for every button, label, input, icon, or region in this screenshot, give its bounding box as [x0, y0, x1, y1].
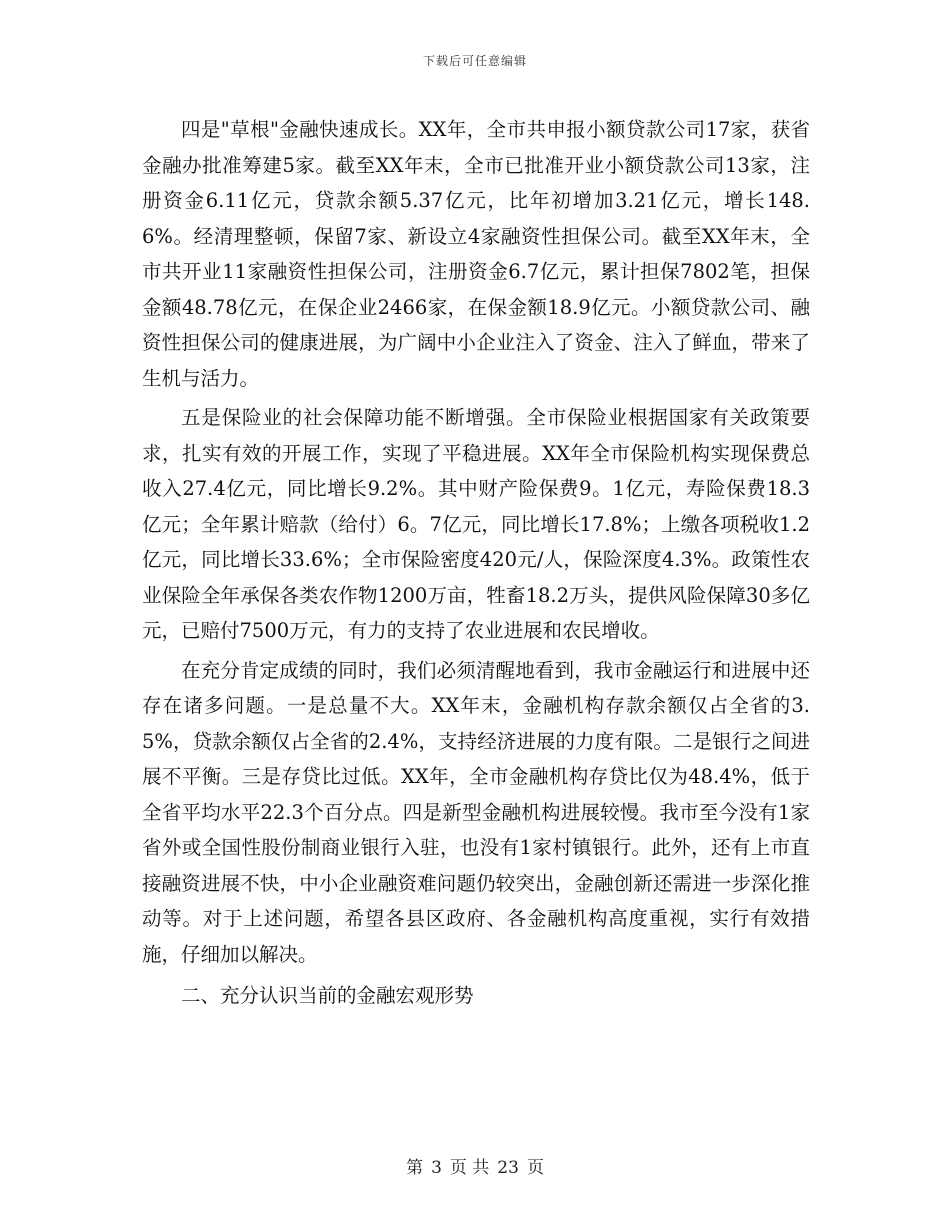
- paragraph-grassroots-finance: 四是"草根"金融快速成长。XX年，全市共申报小额贷款公司17家，获省金融办批准筹建5家。截至XX年末，全市已批准开业小额贷款公司13家，注册资金6.11亿元，贷款余额5.37亿元，比年初增加3.21亿元，增长148.6%。经清理整顿，保留7家、新设立4家融资性担保公司。截至XX年末，全市共开业11家融资性担保公司，注册资金6.7亿元，累计担保7802笔，担保金额48.78亿元，在保企业2466家，在保金额18.9亿元。小额贷款公司、融资性担保公司的健康进展，为广阔中小企业注入了资金、注入了鲜血，带来了生机与活力。: [142, 118, 810, 390]
- footer-current-page: 3: [431, 1158, 442, 1178]
- document-body: [142, 112, 810, 1014]
- footer-suffix: 页: [526, 1158, 544, 1178]
- section-heading: 二、充分认识当前的金融宏观形势: [181, 984, 474, 1007]
- paragraph-insurance: 五是保险业的社会保障功能不断增强。全市保险业根据国家有关政策要求，扎实有效的开展工作，实现了平稳进展。XX年全市保险机构实现保费总收入27.4亿元，同比增长9.2%。其中财产险保费9。1亿元，寿险保费18.3亿元；全年累计赔款（给付）6。7亿元，同比增长17.8%；上缴各项税收1.2亿元，同比增长33.6%；全市保险密度420元/人，保险深度4.3%。政策性农业保险全年承保各类农作物1200万亩，牲畜18.2万头，提供风险保障30多亿元，已赔付7500万元，有力的支持了农业进展和农民增收。: [142, 406, 810, 642]
- footer-prefix: 第: [406, 1158, 424, 1178]
- paragraph-problems: 在充分肯定成绩的同时，我们必须清醒地看到，我市金融运行和进展中还存在诸多问题。一是总量不大。XX年末，金融机构存款余额仅占全省的3.5%，贷款余额仅占全省的2.4%，支持经济进展的力度有限。二是银行之间进展不平衡。三是存贷比过低。XX年，全市金融机构存贷比仅为48.4%，低于全省平均水平22.3个百分点。四是新型金融机构进展较慢。我市至今没有1家省外或全国性股份制商业银行入驻，也没有1家村镇银行。此外，还有上市直接融资进展不快，中小企业融资难问题仍较突出，金融创新还需进一步深化推动等。对于上述问题，希望各县区政府、各金融机构高度重视，实行有效措施，仔细加以解决。: [142, 658, 810, 966]
- page-header: 下载后可任意编辑: [422, 54, 527, 68]
- footer-total-pages: 23: [497, 1158, 519, 1178]
- footer-middle: 页 共: [449, 1158, 490, 1178]
- page-footer: [0, 1153, 950, 1178]
